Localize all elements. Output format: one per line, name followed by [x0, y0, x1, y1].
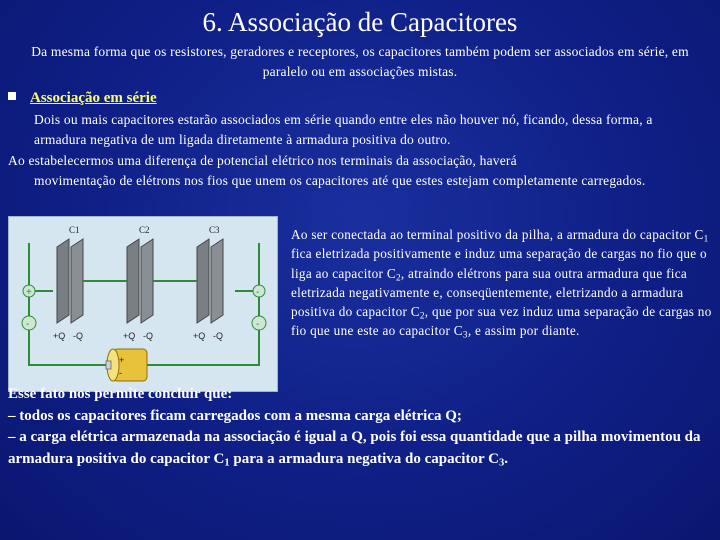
charge-3: +Q — [123, 331, 136, 341]
slide-title: 6. Associação de Capacitores — [202, 7, 518, 37]
charge-5: +Q — [193, 331, 206, 341]
intro-paragraph: Da mesma forma que os resistores, geradores e receptores, os capacitores também podem ser associados em série, em paralelo ou em associações mistas. — [31, 44, 689, 79]
c1-plate-left — [57, 239, 69, 323]
square-bullet-icon — [8, 92, 16, 100]
charge-1: +Q — [53, 331, 66, 341]
battery-terminal — [106, 361, 111, 369]
conclusion-item-2-sub-2: 3 — [498, 457, 505, 469]
conclusion-item-2-part-3: . — [504, 450, 508, 467]
conclusion-item-2 — [8, 427, 708, 470]
side-text-part-4: , que por sua vez induz uma separação de cargas no fio que une este ao capacitor C — [291, 304, 712, 339]
conclusion-item-2-sub-1: 1 — [224, 457, 230, 469]
battery-minus-sign: - — [119, 368, 122, 378]
side-text-sub-3: 2 — [419, 310, 425, 321]
side-text-part-2: fica eletrizada positivamente e induz uma separação de cargas no fio que o liga ao capacitor C — [291, 246, 707, 281]
side-text-sub-1: 1 — [703, 233, 709, 244]
label-c3: C3 — [209, 225, 220, 235]
side-text-part-5: , e assim por diante. — [467, 323, 580, 339]
circuit-svg — [9, 217, 277, 391]
charge-4: -Q — [143, 331, 153, 341]
conclusion-block — [8, 384, 708, 470]
series-description: Dois ou mais capacitores estarão associados em série quando entre eles não houver nó, ficando, dessa forma, a armadura negativa de um ligada diretamente à armadura positiva do outro. — [34, 112, 653, 147]
side-text-sub-4: 3 — [462, 329, 468, 340]
conclusion-item-2-part-2: para a armadura negativa do capacitor C — [229, 450, 499, 467]
capacitor-series-diagram — [8, 216, 278, 392]
c1-plate-right — [71, 239, 83, 323]
side-text-part-3: , atraindo elétrons para sua outra armadura que fica eletrizada negativamente e, conseqüentemente, eletrizando a armadura positiva do capacitor C — [291, 265, 688, 320]
conclusion-item-2-part-1: – a carga elétrica armazenada na associação é igual a Q, pois foi essa quantidade que a pilha movimentou da armadura positiva do capacitor C — [8, 429, 701, 467]
left-lead-sign: + — [26, 287, 32, 298]
potential-line-1: Ao estabelecermos uma diferença de potencial elétrico nos terminais da associação, haverá — [8, 153, 517, 168]
right-lead-sign: - — [256, 287, 260, 298]
charge-6: -Q — [213, 331, 223, 341]
c3-plate-left — [197, 239, 209, 323]
potential-paragraph — [8, 151, 708, 191]
battery — [106, 349, 147, 381]
charge-2: -Q — [73, 331, 83, 341]
section-heading: Associação em série — [30, 90, 157, 106]
left-terminal-sign: - — [26, 319, 30, 330]
left-wire — [29, 243, 111, 365]
c2-plate-right — [141, 239, 153, 323]
capacitor-c3 — [197, 239, 223, 323]
conclusion-item-1: – todos os capacitores ficam carregados com a mesma carga elétrica Q; — [8, 407, 462, 424]
conclusion-heading: Esse fato nos permite concluir que: — [8, 386, 233, 402]
side-text-sub-2: 2 — [395, 271, 401, 282]
potential-line-2: movimentação de elétrons nos fios que unem os capacitores até que estes estejam completamente carregados. — [34, 173, 646, 188]
right-terminal-sign: - — [256, 319, 260, 330]
c3-plate-right — [211, 239, 223, 323]
battery-plus-sign: + — [119, 355, 125, 365]
capacitor-c1 — [57, 239, 83, 323]
label-c1: C1 — [69, 225, 80, 235]
label-c2: C2 — [139, 225, 150, 235]
bullet-row — [8, 88, 157, 108]
side-text-part-1: Ao ser conectada ao terminal positivo da pilha, a armadura do capacitor C — [291, 227, 704, 242]
c2-plate-left — [127, 239, 139, 323]
side-explanation — [291, 225, 716, 341]
capacitor-c2 — [127, 239, 153, 323]
